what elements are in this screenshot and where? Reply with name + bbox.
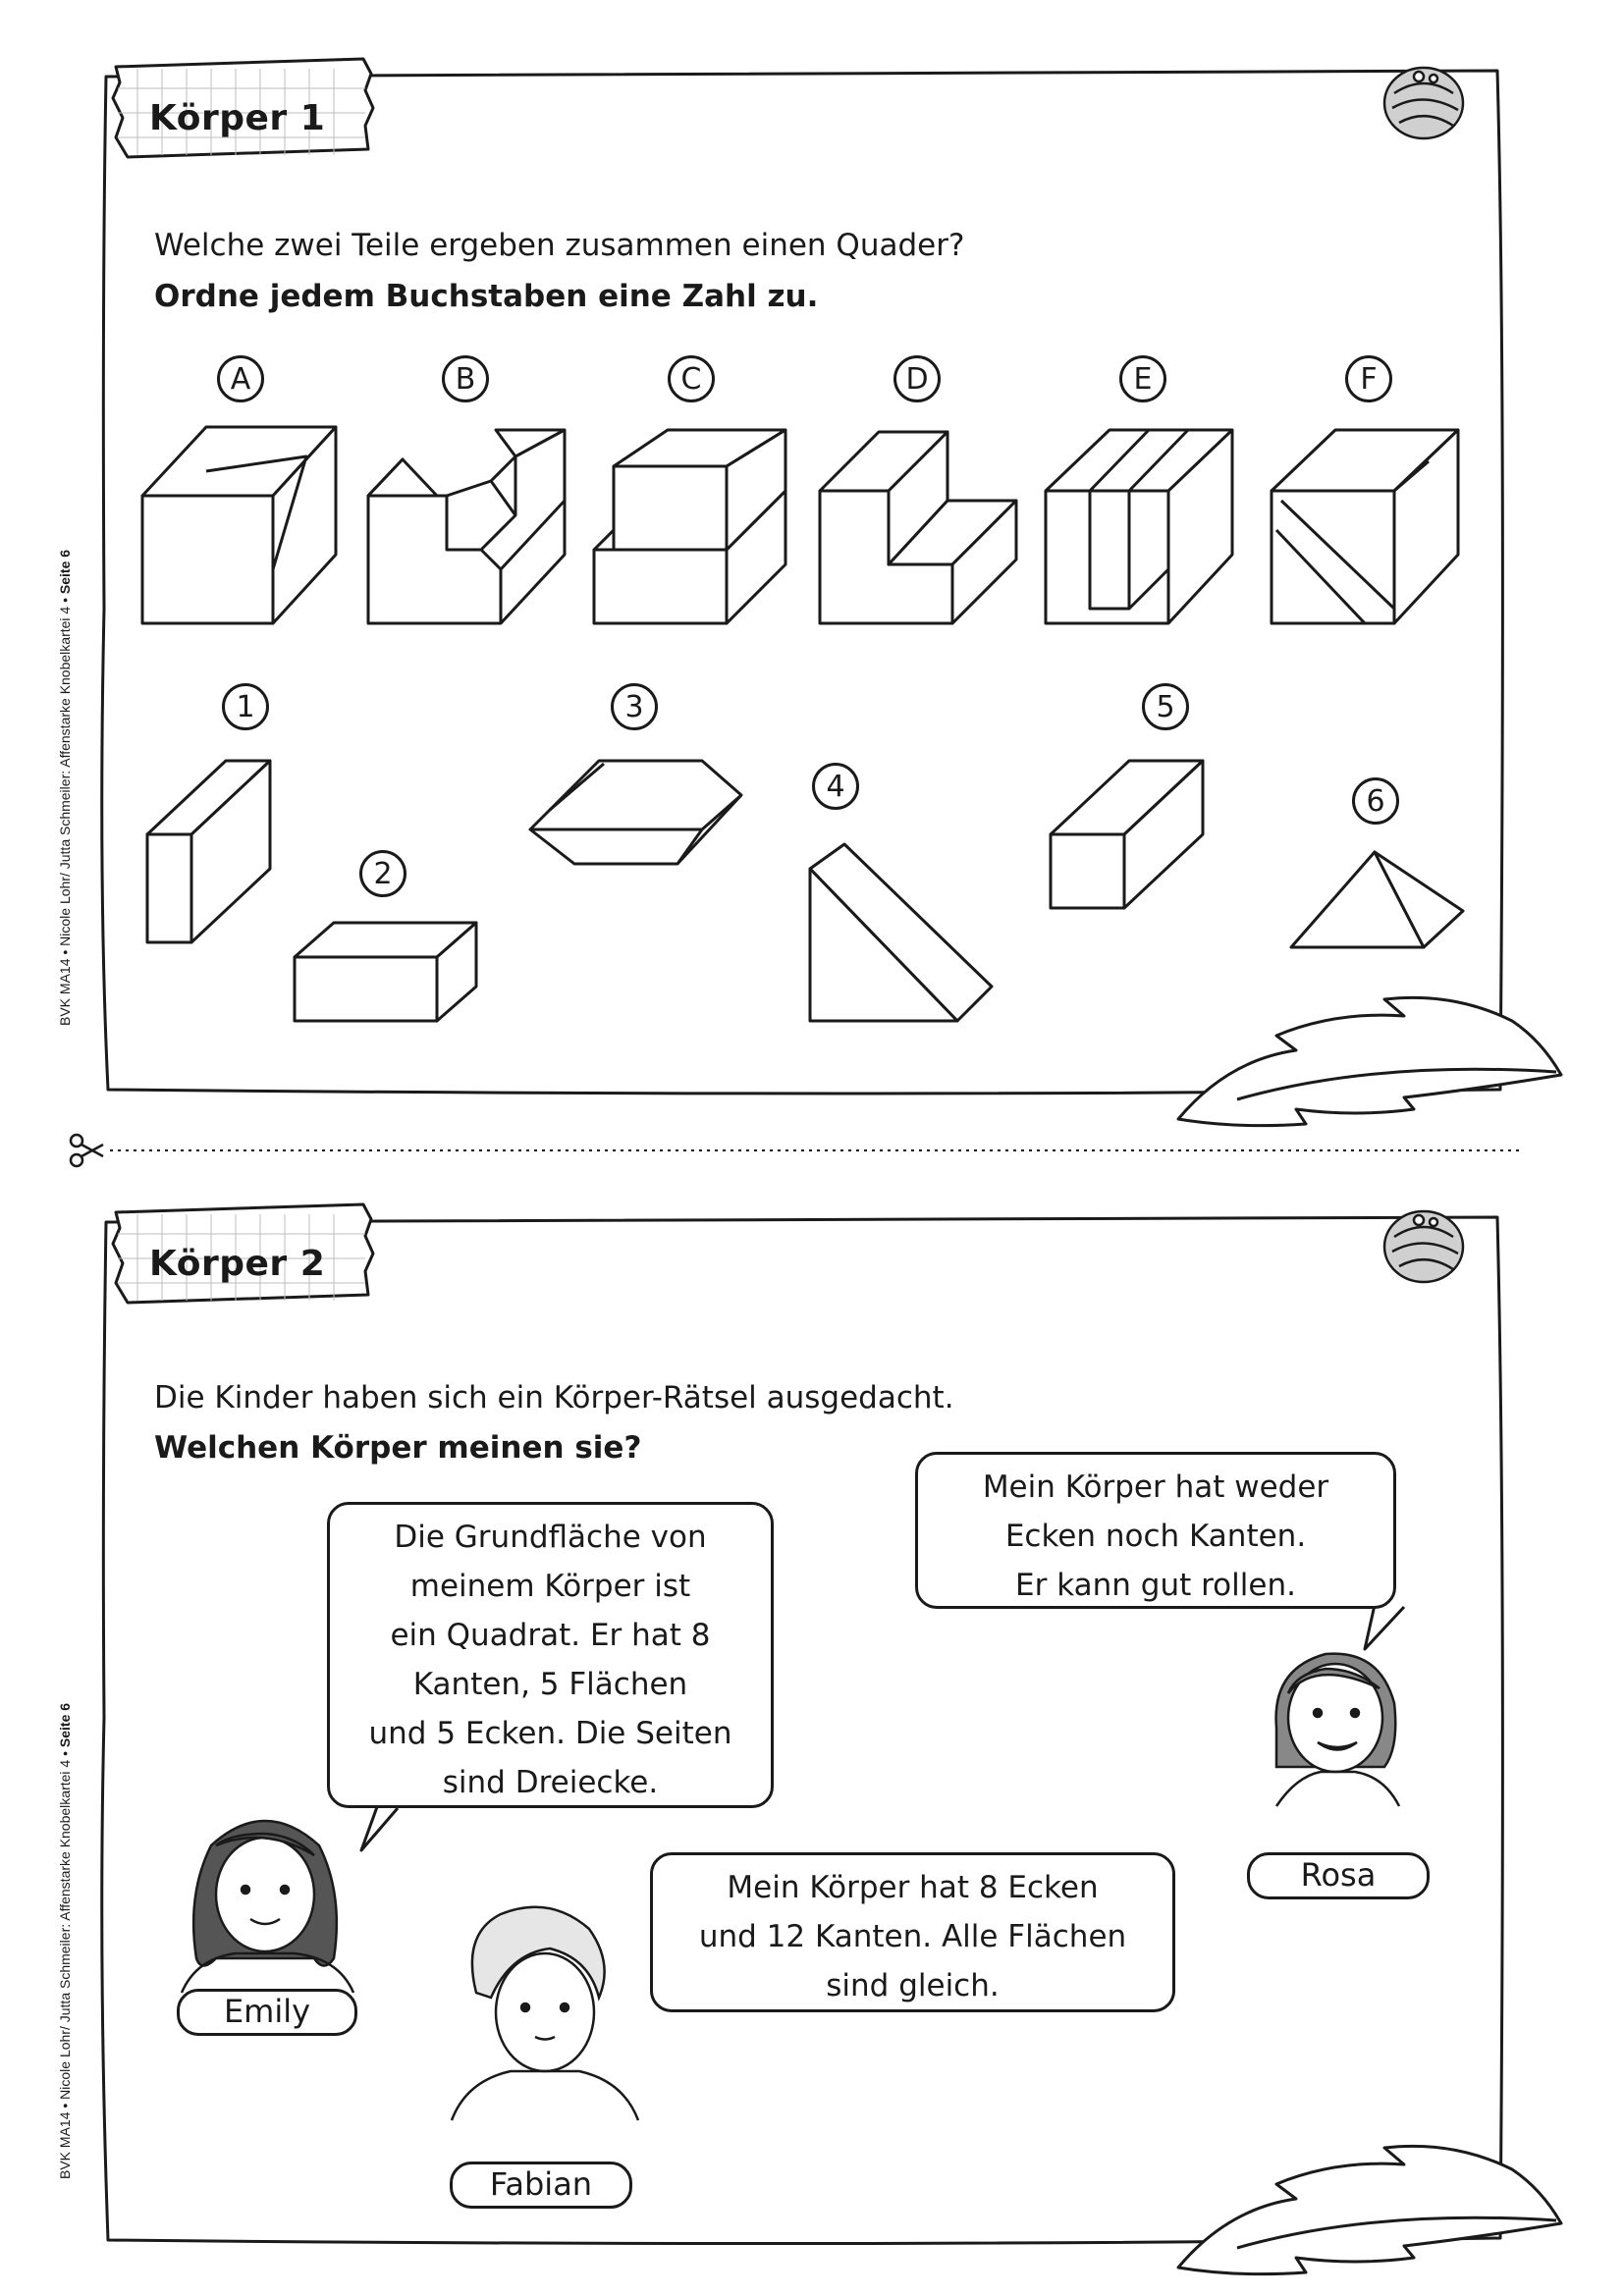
label-4: 4: [812, 763, 859, 810]
name-tag-fabian: Fabian: [450, 2162, 632, 2209]
shape-d: [820, 432, 1016, 623]
speech-bubble-rosa: Mein Körper hat weder Ecken noch Kanten. Er kann gut rollen.: [915, 1452, 1396, 1609]
shape-c: [594, 430, 785, 623]
shape-f: [1272, 430, 1458, 623]
label-a: A: [217, 355, 264, 402]
palm-leaf-icon-1: [1178, 997, 1561, 1125]
card1-side-note: BVK MA14 • Nicole Lohr/ Jutta Schmeiler: Affenstarke Knobelkartei 4 • Seite 6: [57, 549, 73, 1026]
speech-bubble-emily: Die Grundfläche von meinem Körper ist ein Quadrat. Er hat 8 Kanten, 5 Flächen und 5 Ecken. Die Seiten sind Dreiecke.: [327, 1502, 774, 1808]
shape-e: [1046, 430, 1232, 623]
label-c: C: [668, 355, 715, 402]
label-6: 6: [1352, 777, 1399, 825]
label-b: B: [442, 355, 489, 402]
shape-a: [142, 427, 336, 623]
piece-2: [295, 923, 476, 1021]
label-f: F: [1345, 355, 1392, 402]
emily-avatar: [182, 1821, 353, 1993]
label-e: E: [1119, 355, 1166, 402]
label-d: D: [893, 355, 941, 402]
name-tag-emily: Emily: [177, 1989, 357, 2036]
name-tag-rosa: Rosa: [1247, 1852, 1430, 1899]
bubble-tail-emily: [361, 1804, 398, 1850]
label-1: 1: [222, 683, 269, 730]
palm-leaf-icon-2: [1178, 2146, 1561, 2273]
piece-4: [810, 844, 992, 1021]
bubble-tail-rosa: [1365, 1605, 1404, 1649]
fabian-avatar: [452, 1907, 638, 2120]
card2-question: Die Kinder haben sich ein Körper-Rätsel ausgedacht.: [154, 1380, 954, 1415]
piece-3: [530, 761, 741, 864]
card1-question: Welche zwei Teile ergeben zusammen einen Quader?: [154, 228, 965, 263]
shape-b: [368, 430, 565, 623]
scissors-icon: [71, 1135, 103, 1166]
rosa-avatar: [1276, 1654, 1399, 1806]
piece-1: [147, 761, 270, 942]
card2-side-note: BVK MA14 • Nicole Lohr/ Jutta Schmeiler: Affenstarke Knobelkartei 4 • Seite 6: [57, 1702, 73, 2179]
label-3: 3: [611, 683, 658, 730]
card1-title: Körper 1: [149, 98, 326, 138]
card1-instruction: Ordne jedem Buchstaben eine Zahl zu.: [154, 279, 819, 314]
speech-bubble-fabian: Mein Körper hat 8 Ecken und 12 Kanten. Alle Flächen sind gleich.: [650, 1852, 1175, 2012]
card2-title: Körper 2: [149, 1244, 326, 1284]
coconut-icon-2: [1384, 1211, 1463, 1282]
piece-6: [1291, 852, 1463, 947]
label-5: 5: [1142, 683, 1189, 730]
card2-instruction: Welchen Körper meinen sie?: [154, 1430, 642, 1466]
piece-5: [1051, 761, 1203, 908]
coconut-icon-1: [1384, 68, 1463, 138]
label-2: 2: [359, 850, 406, 897]
